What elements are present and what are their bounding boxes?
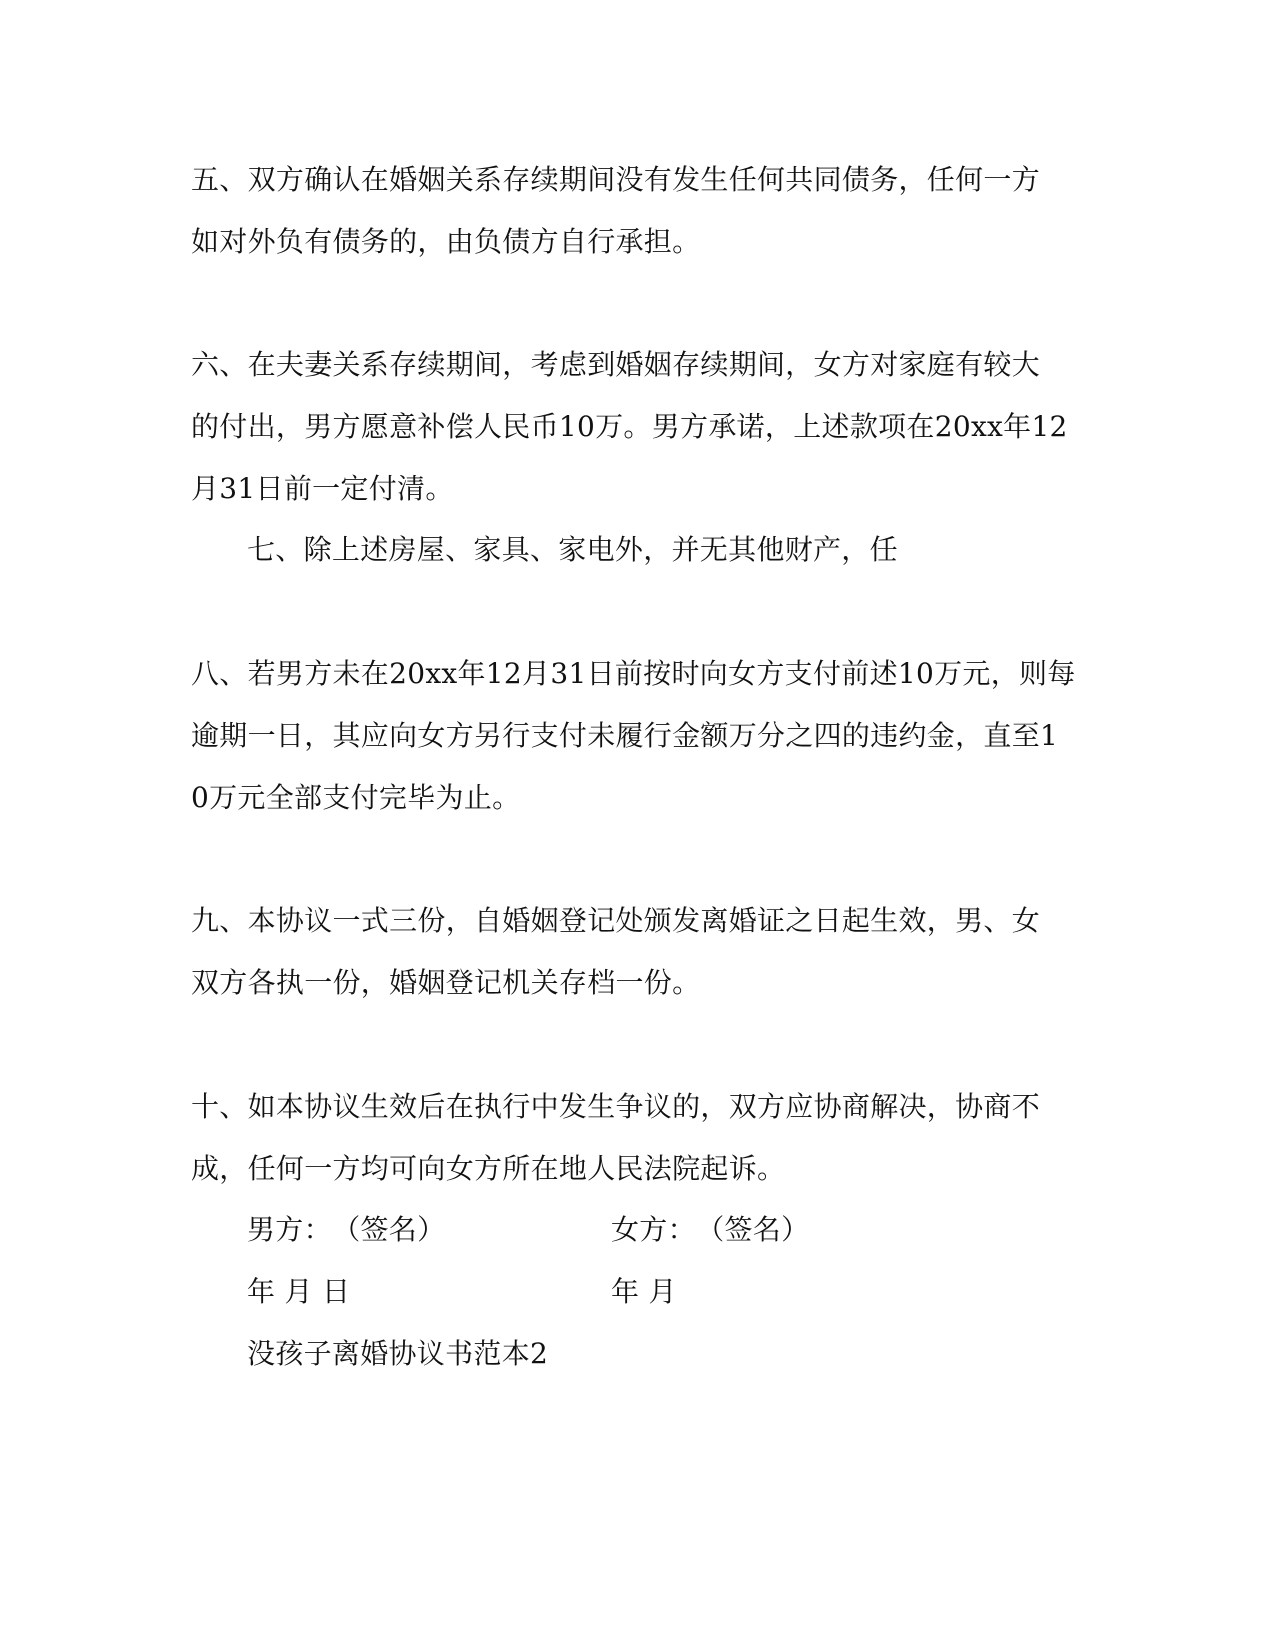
clause-10-line-2: 成，任何一方均可向女方所在地人民法院起诉。 bbox=[191, 1152, 786, 1185]
male-signature: 男方： （签名） bbox=[247, 1213, 446, 1246]
clause-7-line-1: 七、除上述房屋、家具、家电外，并无其他财产，任 bbox=[247, 533, 898, 566]
clause-6-line-2: 的付出，男方愿意补偿人民币10万。男方承诺，上述款项在20xx年12 bbox=[191, 410, 1068, 443]
clause-6-line-1: 六、在夫妻关系存续期间，考虑到婚姻存续期间，女方对家庭有较大 bbox=[191, 348, 1041, 381]
female-signature: 女方： （签名） bbox=[611, 1213, 810, 1246]
clause-5-line-1: 五、双方确认在婚姻关系存续期间没有发生任何共同债务，任何一方 bbox=[191, 163, 1041, 196]
clause-10-line-1: 十、如本协议生效后在执行中发生争议的，双方应协商解决，协商不 bbox=[191, 1090, 1041, 1123]
male-signature-date: 年 月 日 bbox=[247, 1275, 351, 1308]
next-document-title: 没孩子离婚协议书范本2 bbox=[247, 1337, 549, 1370]
clause-9-line-1: 九、本协议一式三份，自婚姻登记处颁发离婚证之日起生效，男、女 bbox=[191, 904, 1041, 937]
female-signature-date: 年 月 bbox=[611, 1275, 677, 1308]
clause-5-line-2: 如对外负有债务的，由负债方自行承担。 bbox=[191, 225, 701, 258]
clause-8-line-2: 逾期一日，其应向女方另行支付未履行金额万分之四的违约金，直至1 bbox=[191, 719, 1059, 752]
clause-8-line-3: 0万元全部支付完毕为止。 bbox=[191, 781, 521, 814]
clause-8-line-1: 八、若男方未在20xx年12月31日前按时向女方支付前述10万元，则每 bbox=[191, 657, 1076, 690]
clause-9-line-2: 双方各执一份，婚姻登记机关存档一份。 bbox=[191, 966, 701, 999]
clause-6-line-3: 月31日前一定付清。 bbox=[191, 472, 454, 505]
